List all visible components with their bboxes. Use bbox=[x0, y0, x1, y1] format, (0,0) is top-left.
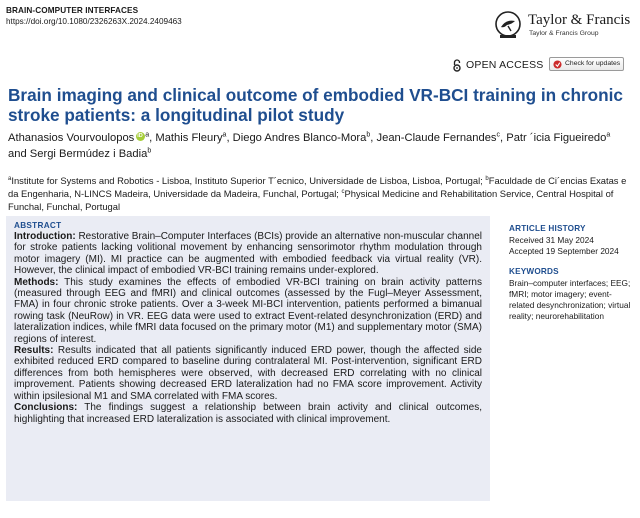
abstract-introduction bbox=[14, 231, 482, 277]
doi-link[interactable]: https://doi.org/10.1080/2326263X.2024.2409463 bbox=[6, 17, 182, 26]
article-history-heading: ARTICLE HISTORY bbox=[509, 224, 586, 233]
author-separator: and bbox=[8, 147, 30, 160]
affiliation-marker: a bbox=[8, 175, 12, 182]
check-for-updates-button[interactable] bbox=[549, 57, 624, 71]
author-name[interactable]: Sergi Bermúdez i Badia bbox=[29, 147, 148, 160]
affiliation-marker: a bbox=[606, 131, 611, 139]
author-name[interactable]: Athanasios Vourvoulopos bbox=[8, 132, 135, 144]
abstract-box bbox=[6, 216, 490, 501]
author-separator: , bbox=[370, 132, 377, 144]
abstract-conclusions bbox=[14, 402, 482, 425]
section-text: The findings suggest a relationship between brain activity and clinical outcomes, highlighting that increased ERD lateralization is associated with clinical improvement. bbox=[14, 402, 482, 425]
journal-header bbox=[6, 5, 182, 27]
author-separator: , bbox=[500, 132, 507, 144]
abstract-heading: ABSTRACT bbox=[14, 221, 62, 230]
affiliation-marker: a bbox=[222, 131, 227, 139]
orcid-icon[interactable] bbox=[136, 132, 145, 141]
author-name[interactable]: Jean-Claude Fernandes bbox=[376, 132, 497, 144]
journal-name: BRAIN-COMPUTER INTERFACES bbox=[6, 6, 139, 15]
accepted-date: Accepted 19 September 2024 bbox=[509, 246, 619, 256]
open-lock-icon bbox=[452, 59, 462, 72]
affiliation-marker: b bbox=[366, 131, 371, 139]
article-title: Brain imaging and clinical outcome of embodied VR-BCI training in chronic stroke patients: a longitudinal pilot study bbox=[8, 85, 623, 125]
author-list bbox=[8, 131, 630, 162]
author-name[interactable]: Patr ´icia Figueiredo bbox=[506, 132, 607, 144]
author-separator: , bbox=[226, 132, 233, 144]
received-date: Received 31 May 2024 bbox=[509, 235, 594, 245]
section-label: Conclusions: bbox=[14, 402, 78, 414]
affiliation-marker: b bbox=[147, 146, 152, 154]
affiliation-marker: c bbox=[341, 188, 345, 195]
author-name[interactable]: Diego Andres Blanco-Mora bbox=[232, 132, 367, 144]
publisher-group: Taylor & Francis Group bbox=[529, 30, 599, 37]
lamp-logo-icon bbox=[494, 10, 522, 40]
publisher-name: Taylor & Francis bbox=[528, 12, 631, 28]
author-name[interactable]: Mathis Fleury bbox=[155, 132, 223, 144]
affiliation-marker: a bbox=[145, 131, 150, 139]
affiliation-marker: b bbox=[485, 175, 489, 182]
section-label: Methods: bbox=[14, 276, 59, 288]
section-label: Results: bbox=[14, 345, 54, 357]
section-text: Results indicated that all patients significantly induced ERD power, though the affected side exhibited reduced ERD compared to baseline during contralateral MI. Post-intervention, significant ERD differences from both hemispheres were observed, with decreased ERD correlating with no clinical improvement. Patients showing decreased ERD lateralization had no FMA score improvement. Activity within ipsilesional M1 and SMA correlated with FMA scores. bbox=[14, 345, 482, 402]
publisher-logo[interactable] bbox=[494, 10, 634, 46]
open-access-label: OPEN ACCESS bbox=[466, 59, 544, 71]
article-sidebar bbox=[509, 224, 634, 322]
update-icon bbox=[553, 60, 562, 69]
affiliations bbox=[8, 174, 630, 213]
abstract-results bbox=[14, 345, 482, 402]
affiliation-text: Faculdade de Ci´encias Exatas e da Engenharia, N-LINCS Madeira, Universidade da Madeira, Funchal, Portugal; bbox=[8, 175, 627, 199]
abstract-methods bbox=[14, 277, 482, 345]
check-updates-label: Check for updates bbox=[565, 60, 621, 67]
section-label: Introduction: bbox=[14, 231, 76, 242]
affiliation-text: Institute for Systems and Robotics - Lisboa, Instituto Superior T´ecnico, Universidade de Lisboa, Lisboa, Portugal; bbox=[11, 175, 486, 186]
affiliation-text: Physical Medicine and Rehabilitation Service, Central Hospital of Funchal, Funchal, Portugal bbox=[8, 188, 614, 212]
section-text: Restorative Brain–Computer Interfaces (BCIs) provide an alternative non-muscular channel for stroke patients lacking volitional movement by enhancing sensorimotor rhythm modulation through motor imagery (MI). MI practice can be augmented with embodied feedback via virtual reality (VR). However, the clinical impact of embodied VR-BCI training remains under-explored. bbox=[14, 231, 482, 277]
keywords-list: Brain–computer interfaces; EEG; fMRI; motor imagery; event-related desynchronization; virtual reality; neurorehabilitation bbox=[509, 278, 631, 321]
keywords-heading: KEYWORDS bbox=[509, 267, 559, 276]
author-separator: , bbox=[149, 132, 156, 144]
affiliation-marker: c bbox=[496, 131, 501, 139]
section-text: This study examines the effects of embodied VR-BCI training on brain activity patterns (measured through EEG and fMRI) and clinical outcomes (assessed by the Fugl–Meyer Assessment, FMA) in four chronic stroke patients. Over a 3-week MI-BCI intervention, patients performed a bimanual rowing task (NeuRow) in VR. EEG data were used to extract Event-related desynchronization (ERD) and lateralization indices, while fMRI data focused on the primary motor (M1) and supplementary motor (SMA) regions of interest. bbox=[14, 276, 482, 345]
